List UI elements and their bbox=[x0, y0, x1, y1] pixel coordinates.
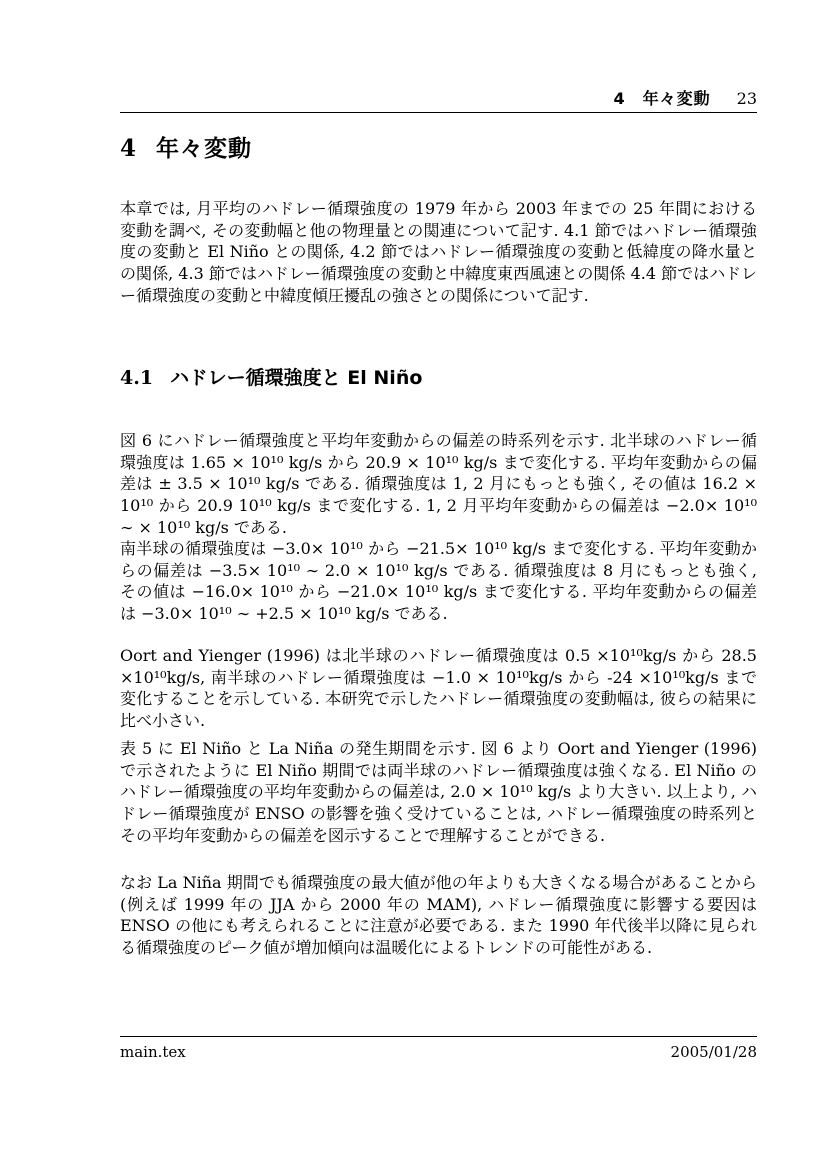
paragraph-southern-hemisphere-intensity: 南半球の循環強度は −3.0× 10¹⁰ から −21.5× 10¹⁰ kg/s まで変化する. 平均年変動からの偏差は −3.5× 10¹⁰ ∼ 2.0 × 10¹⁰ kg/s である. 循環強度は 8 月にもっとも強く, その値は −16.0× 10¹⁰ から −21.0× 10¹⁰ kg/s まで変化する. 平均年変動からの偏差は −3.0× 10¹⁰ ∼ +2.5 × 10¹⁰ kg/s である. bbox=[120, 539, 757, 624]
paragraph-chapter-intro: 本章では, 月平均のハドレー循環強度の 1979 年から 2003 年までの 25 年間における変動を調べ, その変動幅と他の物理量との関連について記す. 4.1 節ではハドレー循環強度の変動と El Niño との関係, 4.2 節ではハドレー循環強度の変動と低緯度の降水量との関係, 4.3 節ではハドレー循環強度の変動と中緯度東西風速との関係 4.4 節ではハドレー循環強度の変動と中緯度傾圧擾乱の強さとの関係について記す. bbox=[120, 199, 757, 305]
paragraph-lanina-note: なお La Niña 期間でも循環強度の最大値が他の年よりも大きくなる場合があることから (例えば 1999 年の JJA から 2000 年の MAM), ハドレー循環強度に影響する要因は ENSO の他にも考えられることに注意が必要である. また 1990 年代後半以降に見られる循環強度のピーク値が増加傾向は温暖化によるトレンドの可能性がある. bbox=[120, 873, 757, 958]
footer-filename: main.tex bbox=[120, 1043, 186, 1061]
subsection-title: ハドレー循環強度と El Niño bbox=[170, 367, 423, 389]
subsection-heading bbox=[120, 363, 422, 390]
paragraph-enso-relation: 表 5 に El Niño と La Niña の発生期間を示す. 図 6 より Oort and Yienger (1996) で示されたように El Niño 期間では両半球のハドレー循環強度は強くなる. El Niño のハドレー循環強度の平均年変動からの偏差は, 2.0 × 10¹⁰ kg/s より大きい. 以上より, ハドレー循環強度が ENSO の影響を強く受けていることは, ハドレー循環強度の時系列とその平均年変動からの偏差を図示することで理解することができる. bbox=[120, 739, 757, 845]
section-title: 年々変動 bbox=[156, 136, 253, 162]
page-number: 23 bbox=[736, 89, 757, 108]
subsection-number: 4.1 bbox=[120, 367, 154, 389]
paragraph-northern-hemisphere-intensity: 図 6 にハドレー循環強度と平均年変動からの偏差の時系列を示す. 北半球のハドレー循環強度は 1.65 × 10¹⁰ kg/s から 20.9 × 10¹⁰ kg/s まで変化する. 平均年変動からの偏差は ± 3.5 × 10¹⁰ kg/s である. 循環強度は 1, 2 月にもっとも強く, その値は 16.2 × 10¹⁰ から 20.9 10¹⁰ kg/s まで変化する. 1, 2 月平均年変動からの偏差は −2.0× 10¹⁰ ∼ × 10¹⁰ kg/s である. bbox=[120, 431, 757, 537]
running-header-section-title: 4 年々変動 bbox=[613, 89, 711, 108]
running-header bbox=[120, 86, 757, 109]
footer-date: 2005/01/28 bbox=[670, 1043, 757, 1061]
footer-rule bbox=[120, 1036, 757, 1037]
section-heading bbox=[120, 130, 252, 163]
paragraph-oort-yienger-comparison: Oort and Yienger (1996) は北半球のハドレー循環強度は 0.5 ×10¹⁰kg/s から 28.5 ×10¹⁰kg/s, 南半球のハドレー循環強度は −1.0 × 10¹⁰kg/s から -24 ×10¹⁰kg/s まで変化することを示している. 本研究で示したハドレー循環強度の変動幅は, 彼らの結果に比べ小さい. bbox=[120, 646, 757, 731]
section-number: 4 bbox=[120, 135, 137, 162]
header-rule bbox=[120, 112, 757, 113]
running-footer bbox=[120, 1043, 757, 1061]
